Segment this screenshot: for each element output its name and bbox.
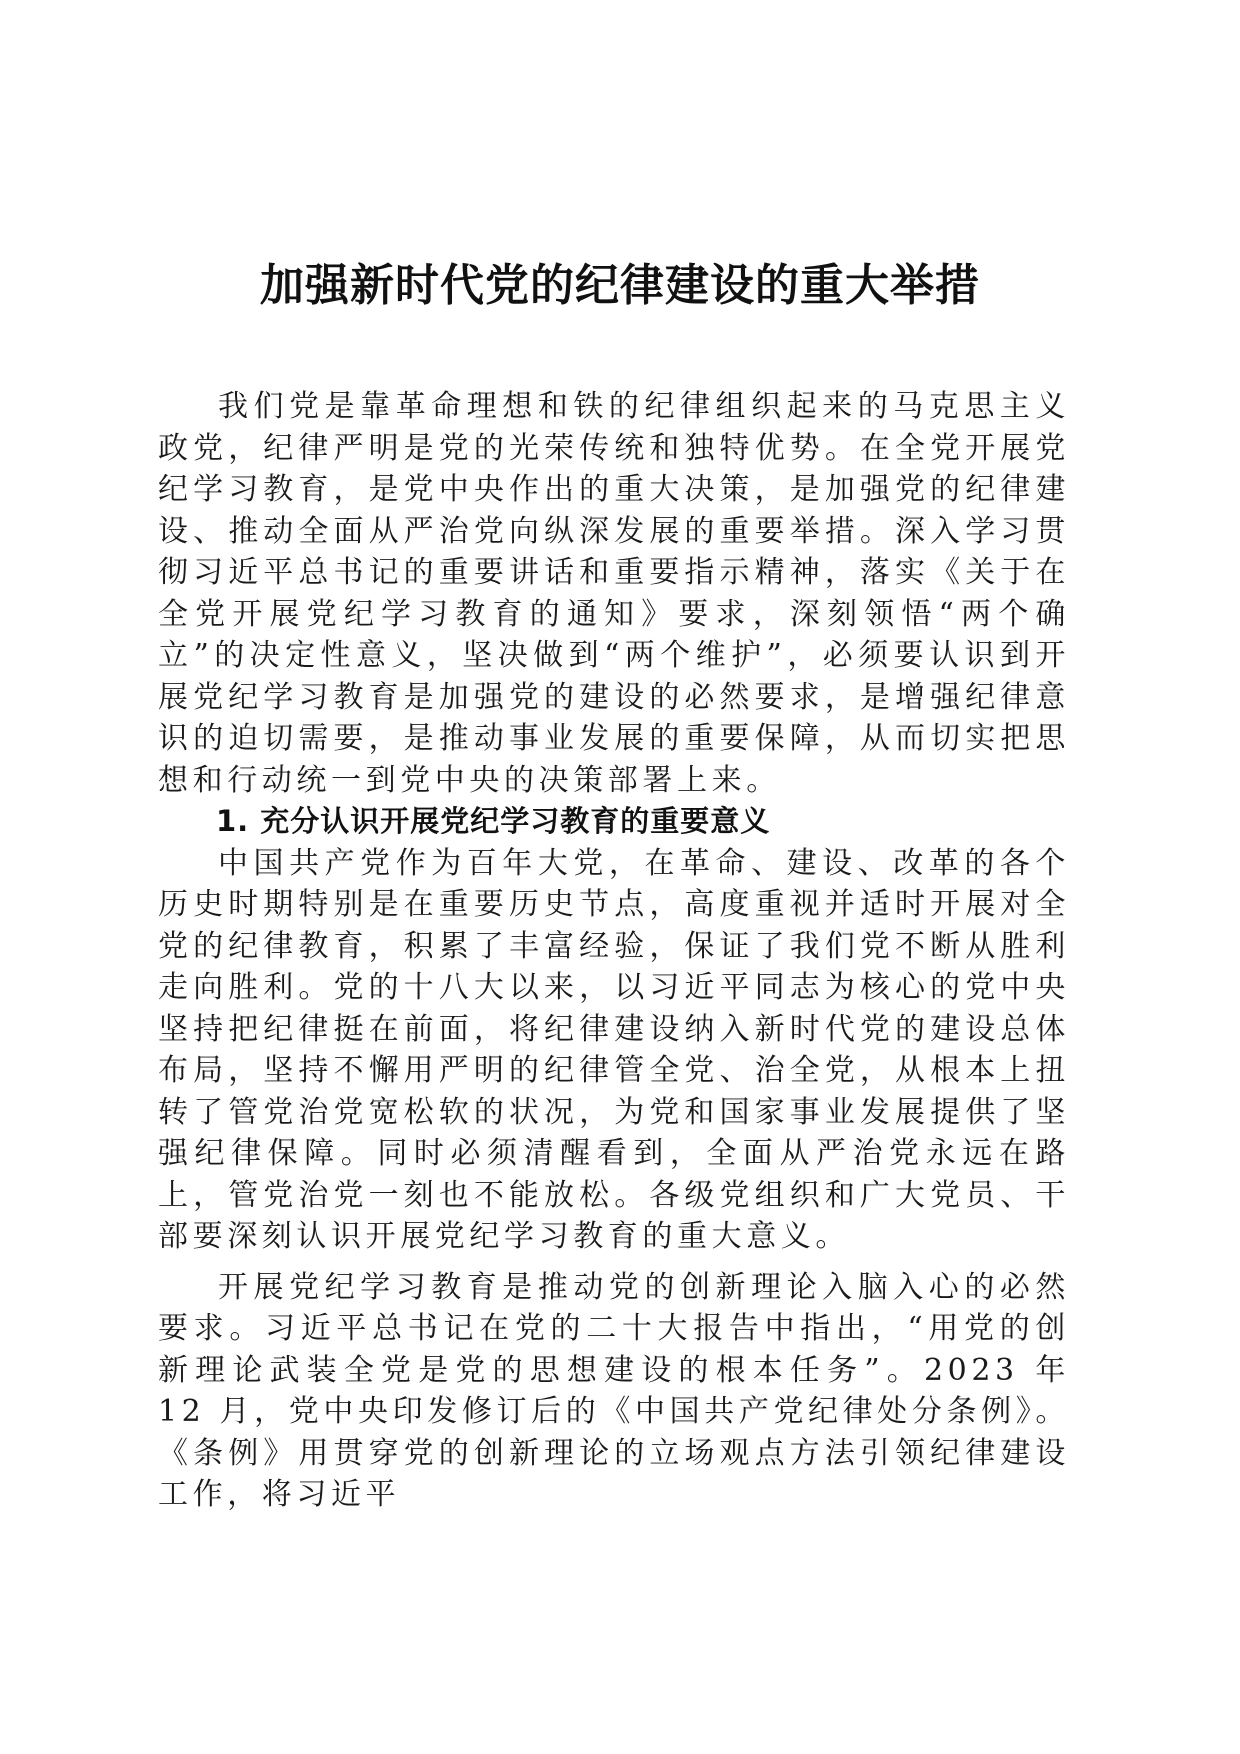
document-body (158, 386, 1070, 1516)
section-heading-1: 1. 充分认识开展党纪学习教育的重要意义 (216, 804, 771, 838)
paragraph-history: 中国共产党作为百年大党，在革命、建设、改革的各个历史时期特别是在重要历史节点，高度重视并适时开展对全党的纪律教育，积累了丰富经验，保证了我们党不断从胜利走向胜利。党的十八大以来，以习近平同志为核心的党中央坚持把纪律挺在前面，将纪律建设纳入新时代党的建设总体布局，坚持不懈用严明的纪律管全党、治全党，从根本上扭转了管党治党宽松软的状况，为党和国家事业发展提供了坚强纪律保障。同时必须清醒看到，全面从严治党永远在路上，管党治党一刻也不能放松。各级党组织和广大党员、干部要深刻认识开展党纪学习教育的重大意义。 (158, 845, 1070, 1254)
document-title: 加强新时代党的纪律建设的重大举措 (260, 260, 980, 311)
paragraph-theory: 开展党纪学习教育是推动党的创新理论入脑入心的必然要求。习近平总书记在党的二十大报告中指出，“用党的创新理论武装全党是党的思想建设的根本任务”。2023 年 12 月，党中央印发修订后的《中国共产党纪律处分条例》。《条例》用贯穿党的创新理论的立场观点方法引领纪律建设工作，将习近平 (158, 1269, 1070, 1512)
paragraph-intro: 我们党是靠革命理想和铁的纪律组织起来的马克思主义政党，纪律严明是党的光荣传统和独特优势。在全党开展党纪学习教育，是党中央作出的重大决策，是加强党的纪律建设、推动全面从严治党向纵深发展的重要举措。深入学习贯彻习近平总书记的重要讲话和重要指示精神，落实《关于在全党开展党纪学习教育的通知》要求，深刻领悟“两个确立”的决定性意义，坚决做到“两个维护”，必须要认识到开展党纪学习教育是加强党的建设的必然要求，是增强纪律意识的迫切需要，是推动事业发展的重要保障，从而切实把思想和行动统一到党中央的决策部署上来。 (158, 389, 1070, 798)
